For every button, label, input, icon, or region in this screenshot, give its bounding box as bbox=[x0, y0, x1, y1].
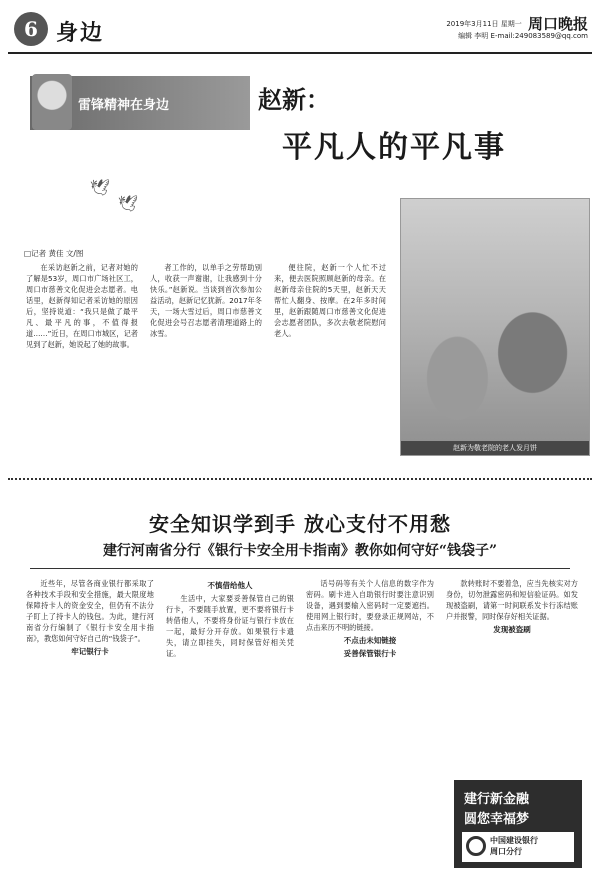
photo-caption: 赵新为敬老院的老人发月饼 bbox=[401, 441, 589, 455]
ad-section-head: 不慎借给他人 bbox=[207, 581, 253, 590]
section-title: 身边 bbox=[56, 20, 105, 46]
ad-section-head: 妥善保管银行卡 bbox=[343, 649, 397, 658]
byline: □记者 黄佳 文/图 bbox=[24, 249, 84, 258]
page-number: 6 bbox=[14, 12, 48, 46]
headline-main: 平凡人的平凡事 bbox=[282, 130, 506, 165]
ad-section-head: 发现被盗刷 bbox=[493, 625, 531, 634]
story-body bbox=[26, 262, 390, 462]
paper-name: 周口晚报 bbox=[527, 15, 588, 33]
banner-text: 雷锋精神在身边 bbox=[78, 98, 170, 113]
ad-section-head: 不点击未知链接 bbox=[343, 636, 397, 645]
series-banner bbox=[30, 76, 250, 130]
bank-logo-block bbox=[462, 832, 574, 862]
headline-name: 赵新： bbox=[258, 85, 330, 114]
editor-email: E-mail:249083589@qq.com bbox=[490, 32, 588, 40]
bank-logo-icon bbox=[466, 836, 486, 856]
ad-rule bbox=[30, 568, 570, 569]
ad-headline: 安全知识学到手 放心支付不用愁 bbox=[149, 512, 451, 536]
ad-section-head: 牢记银行卡 bbox=[71, 647, 109, 656]
bank-name: 中国建设银行 bbox=[490, 836, 538, 845]
page-header bbox=[8, 8, 592, 54]
editor-credit: 编辑 李明 bbox=[458, 32, 489, 40]
ad-column: 近些年，尽管各商业银行都采取了各种技术手段和安全措施，最大限度地保障持卡人的资金安全，但仍有不法分子盯上了持卡人的钱包。为此，建行河南省分行编制了《银行卡安全用卡指南》，教您如何守好自己的“钱袋子”。 牢记银行卡 bbox=[26, 579, 154, 656]
bank-branch: 周口分行 bbox=[490, 847, 522, 856]
ad-column: 款转账时不要着急，应当先核实对方身份，切勿泄露密码和短信验证码。如发现被盗刷，请第一时间联系发卡行冻结账户并报警，同时保存好相关证据。 发现被盗刷 bbox=[446, 579, 578, 634]
ad-column: 话号码等有关个人信息的数字作为密码。刷卡进入自助银行时要注意识别设备，遇到要输入密码时一定要遮挡。使用网上银行时，要登录正规网站，不点击来历不明的链接。 不点击未知链接 妥善保管银行卡 bbox=[306, 579, 434, 658]
issue-date: 2019年3月11日 星期一 bbox=[446, 20, 522, 28]
portrait-icon bbox=[32, 74, 72, 130]
promo-slogan: 建行新金融 bbox=[464, 792, 530, 807]
story-column: 者工作的，以单手之劳帮助别人，收获一声谢谢，让我感到十分快乐。”赵新说。当谈到首次参加公益活动，赵新记忆犹新。2017年冬天，一场大雪过后，周口市慈善文化促进会号召志愿者清理道路上的冰雪。 bbox=[150, 263, 262, 338]
ad-subheadline: 建行河南省分行《银行卡安全用卡指南》教你如何守好“钱袋子” bbox=[102, 543, 498, 559]
header-meta bbox=[446, 15, 588, 42]
dove-icon: 🕊 bbox=[90, 178, 111, 197]
story-column: 便往院，赵新一个人忙不过来，便去医院照顾赵新的母亲。在赵新母亲住院的5天里，赵新天天帮忙人翻身、按摩。在2年多时间里，赵新跟随周口市慈善文化促进会志愿者团队，多次去敬老院慰问老人。 bbox=[274, 263, 386, 338]
bank-promo bbox=[454, 780, 582, 868]
story-column: 在采访赵新之前，记者对她的了解是53岁，周口市广场社区工，周口市慈善文化促进会志愿者。电话里，赵新得知记者采访她的原因后，坚持说道：“我只是做了最平凡、最平凡的事，不值得报道……”近日，在周口市城区，记者见到了赵新，她说起了她的故事。 bbox=[26, 263, 138, 349]
story-photo bbox=[400, 198, 590, 456]
section-divider bbox=[8, 478, 592, 480]
promo-slogan: 圆您幸福梦 bbox=[464, 812, 530, 827]
dove-icon: 🕊 bbox=[118, 194, 139, 213]
ad-column: 不慎借给他人 生活中，大家要妥善保管自己的银行卡，不要随手放置，更不要将银行卡转借他人，不要将身份证与银行卡放在一起，最好分开存放。如果银行卡遗失，请立即挂失，同时保管好相关凭证。 bbox=[166, 581, 294, 658]
